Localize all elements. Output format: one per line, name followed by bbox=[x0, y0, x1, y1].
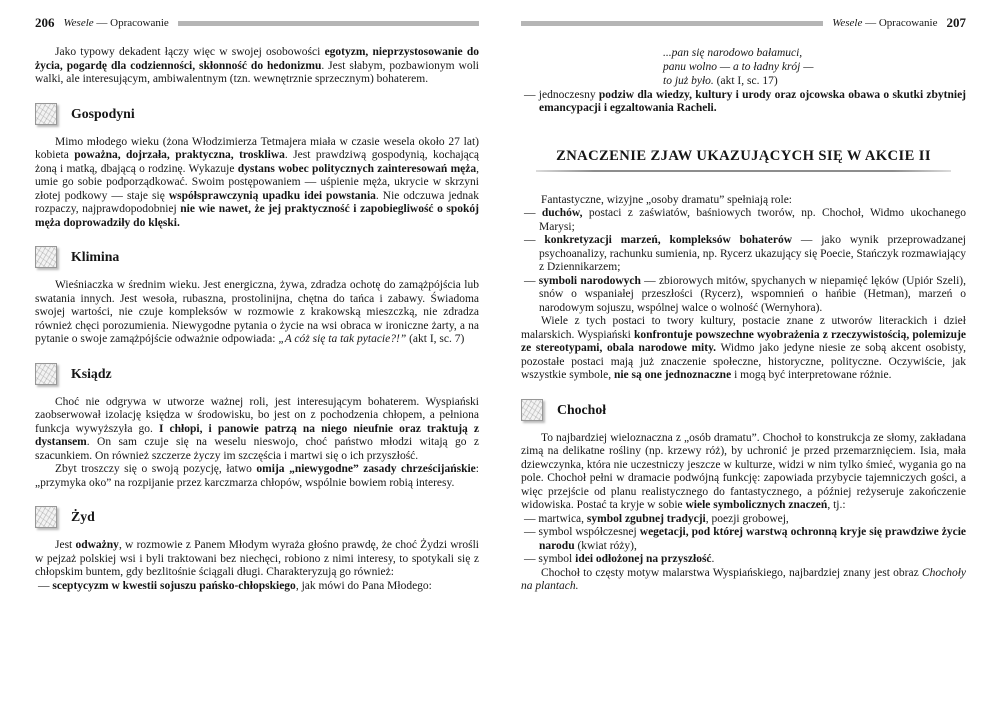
page-header-right bbox=[521, 16, 966, 30]
text-run: sceptycyzm w kwestii sojuszu pańsko-chłopskiego bbox=[52, 579, 296, 592]
text-run: Choć nie odgrywa w utworze ważnej roli, jest interesującym bohaterem. Wyspiański zaobserwował izolację księdza w środowisku, bo jest on z pochodzenia chłopem, a pełniona funkcja wywyższyła go. bbox=[35, 395, 479, 435]
section-heading bbox=[35, 363, 479, 385]
text-run: Wiele z tych postaci to twory kultury, postacie znane z utworów literackich i dzieł malarskich. Wyspiański bbox=[521, 315, 966, 341]
text-run: Jest bbox=[55, 539, 76, 551]
text-run: Jako typowy dekadent łączy więc w swojej osobowości bbox=[55, 46, 325, 58]
page-number: 207 bbox=[946, 15, 966, 30]
running-title bbox=[832, 17, 937, 29]
chapter-title: ZNACZENIE ZJAW UKAZUJĄCYCH SIĘ W AKCIE II bbox=[556, 147, 931, 164]
text-run: . Nie odczuwa jednak rozpaczy, najprawdopodobniej bbox=[35, 189, 479, 215]
header-bar bbox=[178, 21, 479, 26]
text-run: współsprawczynią upadku idei powstania bbox=[168, 189, 376, 202]
list-item bbox=[524, 207, 966, 234]
text-run: Chochoły na plantach. bbox=[521, 566, 966, 593]
section-heading bbox=[35, 506, 479, 528]
paragraph bbox=[521, 567, 966, 594]
ornament-icon bbox=[521, 399, 543, 421]
paragraph bbox=[521, 315, 966, 383]
running-title-suffix: — Opracowanie bbox=[862, 17, 938, 29]
section-title: Klimina bbox=[71, 249, 120, 264]
text-run: — jako wynik przeprowadzanej psychoanalizy, rachunku sumienia, np. Rycerz ukazujący się Poecie, Stańczyk rozmawiający z Dziennikarzem; bbox=[539, 234, 967, 274]
dash-marker: — bbox=[524, 207, 542, 220]
header-bar bbox=[521, 21, 823, 26]
text-run: duchów, bbox=[541, 207, 583, 220]
text-run: . Jest prawdziwą gospodynią, kochającą żoną i matką, dbającą o rodzinę. Wykazuje bbox=[35, 149, 479, 175]
paragraph bbox=[35, 279, 479, 347]
text-run: odważny bbox=[75, 539, 119, 551]
paragraph bbox=[521, 194, 966, 208]
text-run: dystans wobec politycznych zainteresowań męża bbox=[237, 162, 477, 175]
verse-line bbox=[663, 74, 966, 88]
page-left bbox=[35, 16, 479, 593]
text-run: : „przymyka oko” na rozpijanie przez karczmarza chłopów, wspólnie bowiem robią interesy. bbox=[35, 463, 479, 489]
text-run: I chłopi, i panowie patrzą na niego nieufnie oraz traktują z dystansem bbox=[35, 422, 479, 448]
text-run: to już było. bbox=[663, 75, 714, 88]
text-run: Mimo młodego wieku (żona Włodzimierza Tetmajera miała w czasie wesela około 27 lat) kobieta bbox=[35, 135, 479, 161]
paragraph bbox=[35, 46, 479, 87]
text-run: martwica, bbox=[538, 512, 587, 525]
text-run: . On sam czuje się na weselu nieswojo, choć państwo młodzi witają go z szacunkiem. On również szczerze życzy im szczęścia i martwi się o ich przyszłość. bbox=[35, 436, 479, 462]
text-run: (kwiat róży), bbox=[574, 539, 637, 552]
text-run: konfrontuje powszechne wyobrażenia z rzeczywistością, polemizuje ze stereotypami, obala narodowe mity. bbox=[521, 328, 967, 355]
page-header-left bbox=[35, 16, 479, 30]
text-run: Widmo jako jedyne niesie ze sobą akcent osobisty, pozostałe postaci mają już znaczenie społeczne, historyczne, polityczne. Oczywiście, jak wszystkie symbole, bbox=[521, 342, 966, 382]
dash-marker: — bbox=[524, 274, 539, 287]
text-run: , poezji grobowej, bbox=[705, 512, 789, 525]
chapter-heading bbox=[527, 148, 960, 172]
list-item bbox=[524, 513, 966, 527]
text-run: ...pan się narodowo bałamuci, bbox=[663, 47, 803, 59]
text-run: egotyzm, nieprzystosowanie do życia, pogardę dla codzienności, skłonność do hedonizmu bbox=[35, 46, 479, 72]
text-run: i mogą być interpretowane różnie. bbox=[731, 369, 892, 382]
text-run: podziw dla wiedzy, kultury i urody oraz ojcowska obawa o skutki zbytniej emancypacji i egzaltowania Racheli. bbox=[539, 88, 967, 115]
dash-marker: — bbox=[38, 579, 53, 592]
running-title bbox=[64, 17, 169, 29]
paragraph bbox=[35, 539, 479, 580]
text-run: nie są one jednoznaczne bbox=[613, 369, 732, 382]
running-title-suffix: — Opracowanie bbox=[93, 17, 169, 29]
paragraph bbox=[35, 396, 479, 464]
text-run: . bbox=[711, 553, 715, 566]
text-run: idei odłożonej na przyszłość bbox=[575, 553, 712, 566]
running-title-book: Wesele bbox=[63, 17, 94, 29]
section-heading bbox=[35, 246, 479, 268]
text-run: symbol zgubnej tradycji bbox=[586, 512, 706, 525]
paragraph bbox=[521, 432, 966, 513]
section-title: Żyd bbox=[71, 509, 95, 524]
section-heading bbox=[521, 399, 966, 421]
page-number: 206 bbox=[35, 15, 55, 30]
text-run: — zbiorowych mitów, spychanych w niepamięć lęków (Upiór Szeli), snów o wspaniałej przeszłości (Rycerz), wspomnień o hańbie (Hetman), marzeń o narodowym sojuszu, wspólnej walce o wolność (Wernyhora). bbox=[539, 274, 966, 314]
section-title: Ksiądz bbox=[71, 365, 112, 381]
dash-marker: — bbox=[524, 512, 539, 525]
text-run: jednoczesny bbox=[538, 88, 599, 101]
text-run: , w rozmowie z Panem Młodym wyraża głośno prawdę, że choć Żydzi wrośli w pejzaż polskiej wsi i byli traktowani bez niechęci, robiono z nimi interesy, to spotykali się z chłopskim buntem, gdy bezlitośnie ściągali długi. Charakteryzują go również: bbox=[35, 539, 479, 578]
ornament-icon bbox=[35, 246, 57, 268]
text-run: (akt I, sc. 7) bbox=[406, 333, 465, 345]
text-run: (akt I, sc. 17) bbox=[713, 75, 778, 88]
paragraph bbox=[35, 463, 479, 490]
list-item bbox=[524, 275, 966, 316]
text-run: , umie go sobie podporządkować. Swoim postępowaniem — uśpienie męża, ukrycie w skrzyni złotej podkowy — staje się bbox=[35, 162, 480, 202]
section-heading bbox=[35, 103, 479, 125]
section-title: Gospodyni bbox=[71, 105, 135, 121]
ornament-icon bbox=[35, 506, 57, 528]
text-run: panu wolno — a to ładny krój — bbox=[663, 61, 814, 74]
text-run: Fantastyczne, wizyjne „osoby dramatu” spełniają role: bbox=[541, 193, 792, 206]
text-run: omija „niewygodne” zasady chrześcijańskie bbox=[256, 463, 476, 475]
text-run: Wieśniaczka w średnim wieku. Jest energiczna, żywa, zdradza ochotę do zamążpójścia lub swatania innych. Jest wesoła, rubaszna, prostolinijna, chętna do tańca i zabawy. Świadoma swojej wartości, nie czuje kompleksów w rozmowie z krakowską mieszczką, nie zdradza również chęci porozumienia. Niewygodne pytania o życie na wsi obraca w ironiczne żarty, a na pytanie o swoje zamążpójście odważnie odpowiada: bbox=[35, 279, 479, 345]
page-body-left bbox=[35, 46, 479, 593]
verse-quote bbox=[663, 46, 966, 89]
dash-marker: — bbox=[524, 526, 539, 539]
paragraph bbox=[35, 136, 479, 231]
page-right bbox=[521, 16, 966, 594]
text-run: postaci z zaświatów, baśniowych tworów, np. Chochoł, Widmo ukochanego Marysi; bbox=[539, 207, 966, 233]
ornament-icon bbox=[35, 363, 57, 385]
text-run: Chochoł to częsty motyw malarstwa Wyspiańskiego, najbardziej znany jest obraz bbox=[541, 566, 922, 579]
dash-marker: — bbox=[524, 234, 545, 247]
text-run: Zbyt troszczy się o swoją pozycję, łatwo bbox=[55, 463, 257, 475]
dash-marker: — bbox=[524, 553, 539, 566]
text-run: To najbardziej wieloznaczna z „osób dramatu”. Chochoł to konstrukcja ze słomy, zakładana zimą na delikatne rośliny (np. krzewy róż), by uchronić je przed przemarznięciem. Isia, mała dziewczynka, która nie uczestniczy jeszcze w kulturze, widzi w nim tylko śmieć, wygania go na pole. Chochoł pełni w dramacie podwójną funkcję: zapowiada przybycie tajemniczych gości, a więc przejście od planu realistycznego do fantastycznego, a później reżyseruje zakończenie widowiska. Postać ta kryje w sobie bbox=[521, 431, 966, 512]
text-run: „A cóż się ta tak pytacie?!” bbox=[278, 333, 407, 345]
chapter-rule bbox=[536, 170, 952, 172]
section-title: Chochoł bbox=[557, 401, 607, 417]
list-item bbox=[524, 234, 966, 275]
text-run: nie wie nawet, że jej praktyczność i zapobiegliwość o spokój męża doprowadziły do klęski. bbox=[35, 203, 479, 229]
list-item bbox=[524, 526, 966, 553]
text-run: symboli narodowych bbox=[538, 274, 641, 287]
text-run: poważna, dojrzała, praktyczna, troskliwa bbox=[74, 149, 285, 161]
verse-line bbox=[663, 60, 966, 74]
text-run: . Jest słabym, pozbawionym woli walki, ale interesującym, ambiwalentnym (tzn. wewnętrznie sprzecznym) bohaterem. bbox=[35, 59, 479, 85]
page-body-right bbox=[521, 46, 966, 594]
list-item bbox=[524, 89, 966, 116]
text-run: wegetacji, pod której warstwą ochronną kryje się prawdziwe życie narodu bbox=[539, 526, 966, 552]
list-item bbox=[524, 553, 966, 567]
verse-line bbox=[663, 46, 966, 60]
text-run: , tj.: bbox=[827, 499, 846, 512]
ornament-icon bbox=[35, 103, 57, 125]
list-item bbox=[38, 580, 479, 594]
text-run: konkretyzacji marzeń, kompleksów bohaterów bbox=[544, 234, 793, 247]
text-run: , jak mówi do Pana Młodego: bbox=[295, 579, 432, 592]
text-run: symbol współczesnej bbox=[538, 526, 640, 539]
dash-marker: — bbox=[524, 88, 539, 101]
text-run: symbol bbox=[538, 553, 576, 566]
text-run: wiele symbolicznych znaczeń bbox=[685, 499, 828, 512]
running-title-book: Wesele bbox=[832, 17, 863, 29]
